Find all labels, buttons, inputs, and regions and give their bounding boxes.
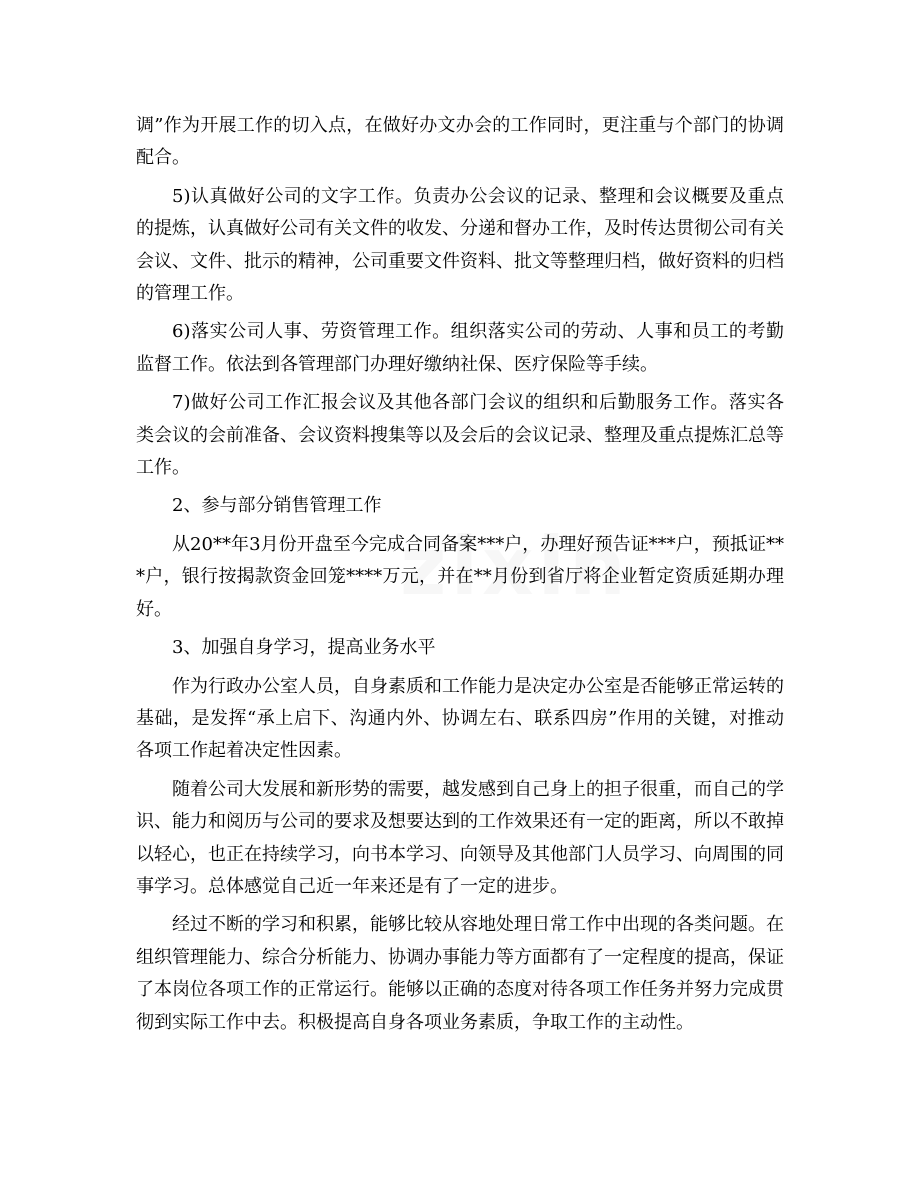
paragraph-self-study-3: 经过不断的学习和积累，能够比较从容地处理日常工作中出现的各类问题。在组织管理能力、综合分析能力、协调办事能力等方面都有了一定程度的提高，保证了本岗位各项工作的正常运行。能够以正确的态度对待各项工作任务并努力完成贯彻到实际工作中去。积极提高自身各项业务素质，争取工作的主动性。 bbox=[136, 914, 784, 1033]
paragraph-sales: 从20**年3月份开盘至今完成合同备案***户，办理好预告证***户，预抵证***户，银行按揭款资金回笼****万元，并在**月份到省厅将企业暂定资质延期办理好。 bbox=[136, 533, 784, 620]
paragraph-self-study-1: 作为行政办公室人员，自身素质和工作能力是决定办公室是否能够正常运转的基础，是发挥“承上启下、沟通内外、协调左右、联系四房”作用的关键，对推动各项工作起着决定性因素。 bbox=[136, 675, 784, 762]
paragraph-item-6: 6)落实公司人事、劳资管理工作。组织落实公司的劳动、人事和员工的考勤监督工作。依法到各管理部门办理好缴纳社保、医疗保险等手续。 bbox=[136, 321, 784, 375]
paragraph-self-study-2: 随着公司大发展和新形势的需要，越发感到自己身上的担子很重，而自己的学识、能力和阅历与公司的要求及想要达到的工作效果还有一定的距离，所以不敢掉以轻心，也正在持续学习，向书本学习、向领导及其他部门人员学习、向周围的同事学习。总体感觉自己近一年来还是有了一定的进步。 bbox=[136, 778, 784, 897]
paragraph-item-7: 7)做好公司工作汇报会议及其他各部门会议的组织和后勤服务工作。落实各类会议的会前准备、会议资料搜集等以及会后的会议记录、整理及重点提炼汇总等工作。 bbox=[136, 392, 784, 479]
document-body bbox=[136, 110, 784, 1045]
paragraph-continuation: 调”作为开展工作的切入点，在做好办文办会的工作同时，更注重与个部门的协调配合。 bbox=[136, 115, 784, 169]
paragraph-item-5: 5)认真做好公司的文字工作。负责办公会议的记录、整理和会议概要及重点的提炼，认真做好公司有关文件的收发、分递和督办工作，及时传达贯彻公司有关会议、文件、批示的精神，公司重要文件资料、批文等整理归档，做好资料的归档的管理工作。 bbox=[136, 185, 784, 305]
section-heading-2: 2、参与部分销售管理工作 bbox=[172, 495, 382, 517]
section-heading-3: 3、加强自身学习，提高业务水平 bbox=[172, 637, 436, 659]
